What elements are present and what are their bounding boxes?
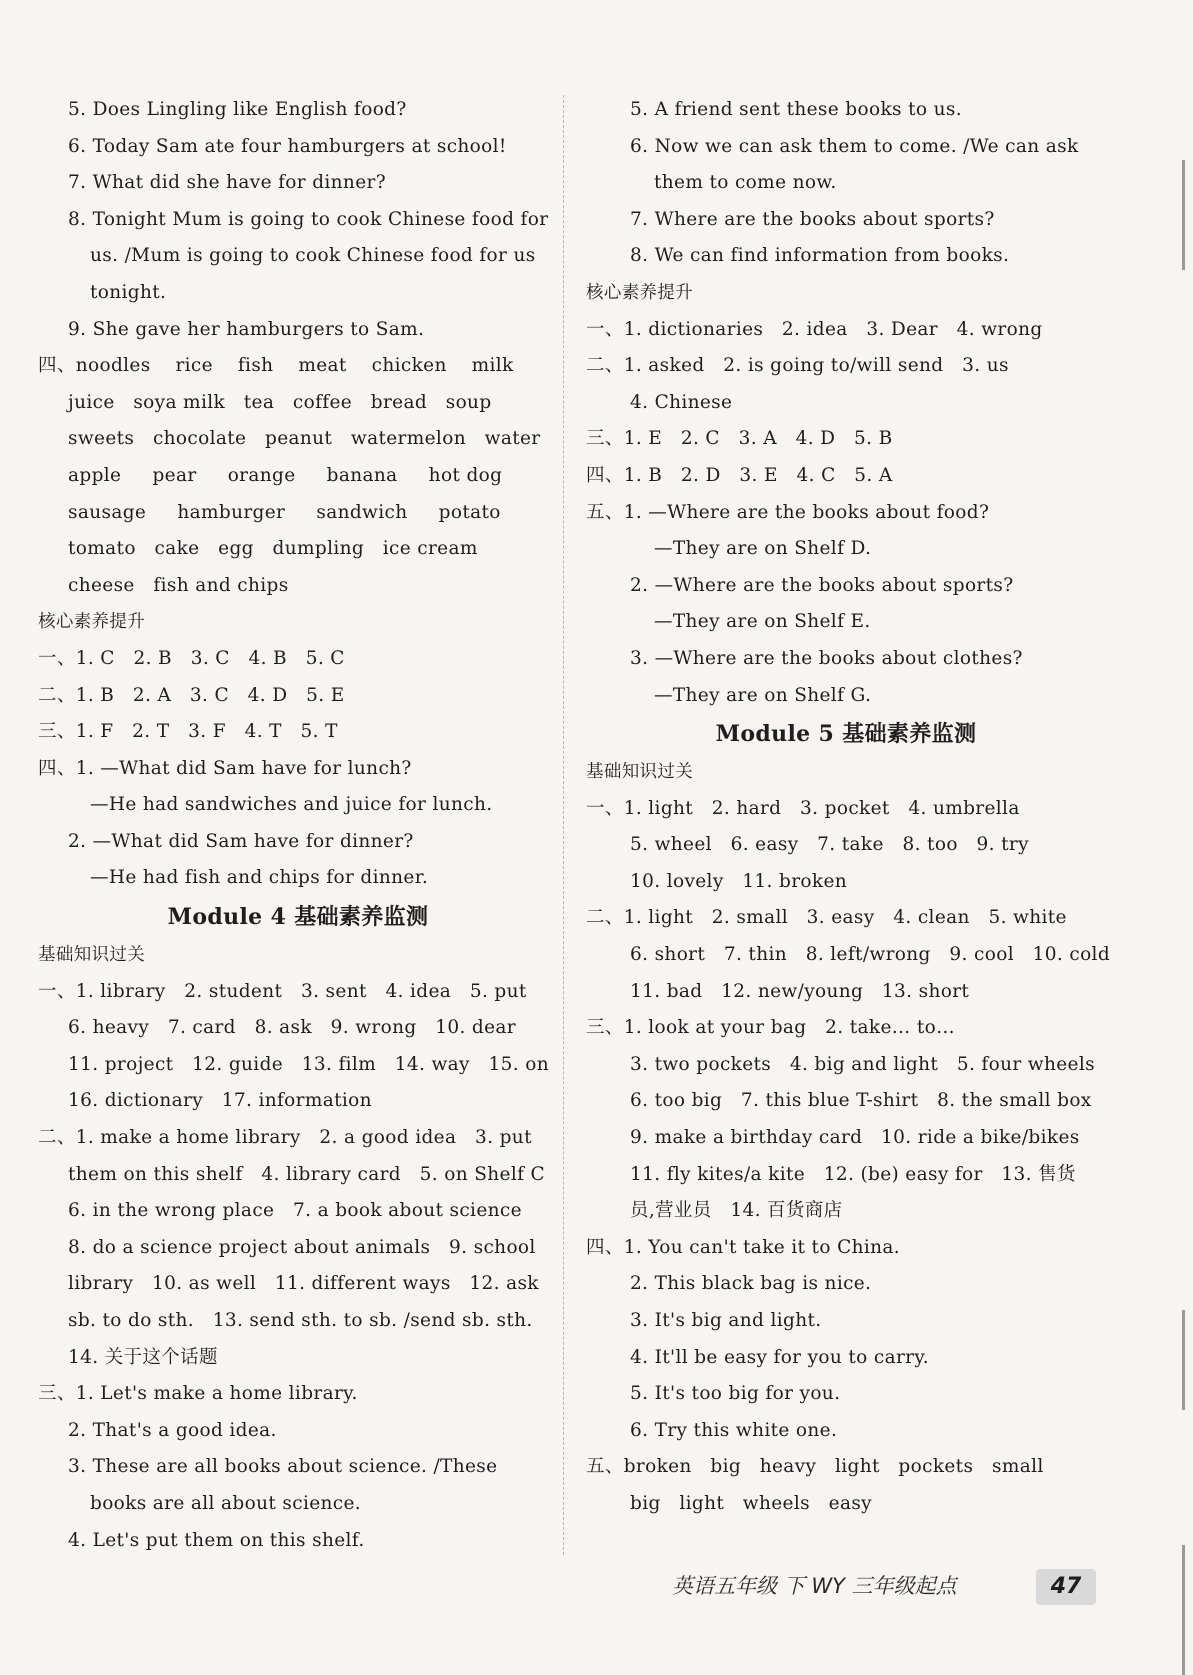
answer-line: 5. wheel 6. easy 7. take 8. too 9. try [630, 834, 1029, 856]
answer-line: 5. Does Lingling like English food? [68, 99, 407, 120]
answer-line: 9. She gave her hamburgers to Sam. [68, 318, 425, 340]
answer-line: 二、1. make a home library 2. a good idea 3. put [38, 1127, 532, 1149]
answer-line: 11. project 12. guide 13. film 14. way 15. on [68, 1053, 549, 1075]
answer-line: 5. A friend sent these books to us. [630, 99, 962, 120]
answer-line: —He had fish and chips for dinner. [90, 867, 429, 889]
answer-line: 5. It's too big for you. [630, 1383, 841, 1405]
answer-line: 14. 关于这个话题 [68, 1346, 218, 1368]
answer-line: 6. short 7. thin 8. left/wrong 9. cool 10. cold [630, 944, 1111, 966]
answer-line: 3. These are all books about science. /These [68, 1456, 498, 1478]
answer-line: —They are on Shelf G. [654, 684, 872, 706]
answer-line: 7. Where are the books about sports? [630, 208, 995, 230]
answer-line: 11. fly kites/a kite 12. (be) easy for 13. 售货 [630, 1163, 1076, 1185]
answer-line: library 10. as well 11. different ways 12. ask [68, 1273, 539, 1295]
answer-line: 4. It'll be easy for you to carry. [630, 1346, 929, 1368]
answer-line: 三、1. E 2. C 3. A 4. D 5. B [586, 428, 893, 450]
answer-line: 3. —Where are the books about clothes? [630, 647, 1023, 669]
answer-line: 6. too big 7. this blue T-shirt 8. the small box [630, 1090, 1092, 1112]
answer-line: 8. do a science project about animals 9. school [68, 1236, 536, 1258]
answer-line: apple pear orange banana hot dog [68, 464, 503, 486]
column-divider [563, 95, 564, 1555]
answer-line: 二、1. light 2. small 3. easy 4. clean 5. white [586, 907, 1067, 929]
answer-line: 四、1. B 2. D 3. E 4. C 5. A [586, 464, 893, 486]
module-title: Module 4 基础素养监测 [167, 904, 429, 931]
answer-line: 3. two pockets 4. big and light 5. four wheels [630, 1053, 1095, 1075]
answer-line: cheese fish and chips [68, 574, 289, 596]
answer-line: 3. It's big and light. [630, 1310, 822, 1331]
answer-line: 2. That's a good idea. [68, 1419, 277, 1441]
answer-line: 2. —Where are the books about sports? [630, 574, 1014, 596]
answer-line: 三、1. look at your bag 2. take… to… [586, 1017, 955, 1039]
footer-subject: 英语五年级 下 WY 三年级起点 [672, 1574, 957, 1598]
answer-line: 二、1. asked 2. is going to/will send 3. us [586, 355, 1009, 377]
answer-line: tomato cake egg dumpling ice cream [68, 538, 478, 560]
scan-edge-mark [1182, 1310, 1185, 1410]
answer-line: 三、1. F 2. T 3. F 4. T 5. T [38, 721, 338, 743]
answer-line: 9. make a birthday card 10. ride a bike/bikes [630, 1127, 1080, 1149]
answer-line: 8. Tonight Mum is going to cook Chinese food for [68, 208, 549, 230]
answer-line: 2. —What did Sam have for dinner? [68, 830, 414, 852]
answer-line: 6. in the wrong place 7. a book about science [68, 1200, 522, 1222]
answer-line: 员,营业员 14. 百货商店 [630, 1200, 843, 1222]
section-heading: 基础知识过关 [586, 762, 694, 783]
answer-line: 4. Let's put them on this shelf. [68, 1529, 365, 1551]
scan-edge-mark [1182, 1545, 1185, 1675]
answer-line: 2. This black bag is nice. [630, 1273, 872, 1295]
page-number: 47 [1036, 1569, 1096, 1605]
answer-line: 6. Today Sam ate four hamburgers at school! [68, 135, 507, 157]
right-column [586, 92, 1111, 1523]
answer-line: books are all about science. [90, 1492, 362, 1514]
answer-line: 6. heavy 7. card 8. ask 9. wrong 10. dear [68, 1017, 516, 1039]
answer-line: 一、1. light 2. hard 3. pocket 4. umbrella [586, 797, 1020, 819]
answer-line: 6. Now we can ask them to come. /We can ask [630, 135, 1079, 157]
answer-line: —They are on Shelf E. [654, 611, 871, 633]
answer-line: 一、1. dictionaries 2. idea 3. Dear 4. wrong [586, 318, 1043, 340]
answer-line: 四、1. —What did Sam have for lunch? [38, 757, 412, 779]
answer-line: 四、1. You can't take it to China. [586, 1236, 900, 1258]
answer-line: —They are on Shelf D. [654, 538, 872, 560]
section-heading: 基础知识过关 [38, 945, 146, 966]
answer-line: tonight. [90, 281, 167, 303]
answer-line: 16. dictionary 17. information [68, 1090, 372, 1112]
answer-line: 三、1. Let's make a home library. [38, 1383, 358, 1405]
answer-line: sausage hamburger sandwich potato [68, 501, 501, 523]
answer-line: 一、1. library 2. student 3. sent 4. idea 5. put [38, 980, 527, 1002]
answer-line: us. /Mum is going to cook Chinese food for us [90, 245, 536, 267]
answer-line: 6. Try this white one. [630, 1419, 838, 1441]
answer-line: them on this shelf 4. library card 5. on Shelf C [68, 1163, 546, 1185]
module-title: Module 5 基础素养监测 [715, 721, 977, 748]
answer-line: 10. lovely 11. broken [630, 870, 848, 892]
section-heading: 核心素养提升 [38, 612, 146, 633]
answer-line: big light wheels easy [630, 1492, 872, 1514]
answer-line: juice soya milk tea coffee bread soup [68, 391, 492, 413]
answer-line: 7. What did she have for dinner? [68, 172, 386, 194]
answer-line: 一、1. C 2. B 3. C 4. B 5. C [38, 647, 345, 669]
section-heading: 核心素养提升 [586, 282, 694, 303]
answer-line: 四、noodles rice fish meat chicken milk [38, 355, 514, 377]
answer-line: 8. We can find information from books. [630, 245, 1010, 267]
scan-edge-mark [1182, 160, 1185, 270]
left-column [38, 92, 558, 1559]
answer-line: sweets chocolate peanut watermelon water [68, 428, 541, 450]
answer-line: 五、broken big heavy light pockets small [586, 1456, 1044, 1478]
answer-line: 11. bad 12. new/young 13. short [630, 980, 970, 1002]
answer-line: —He had sandwiches and juice for lunch. [90, 794, 493, 816]
answer-line: sb. to do sth. 13. send sth. to sb. /send sb. sth. [68, 1310, 533, 1331]
answer-line: 4. Chinese [630, 391, 733, 413]
answer-line: 二、1. B 2. A 3. C 4. D 5. E [38, 684, 345, 706]
answer-line: 五、1. —Where are the books about food? [586, 501, 990, 523]
answer-line: them to come now. [654, 172, 837, 194]
